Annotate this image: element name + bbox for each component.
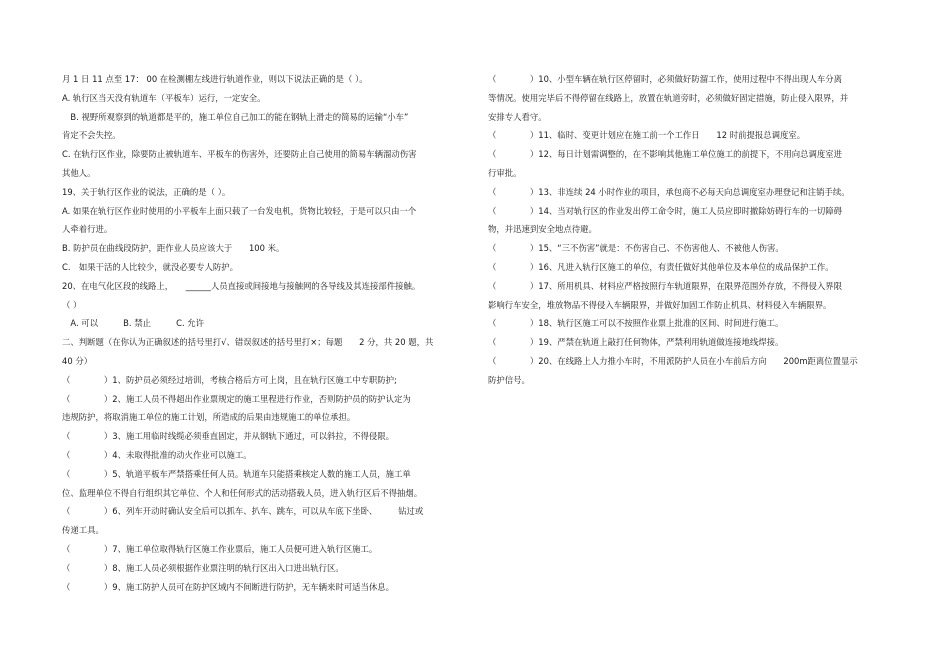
judge-item-15: （ ）15、“三不伤害”就是：不伤害自己、不伤害他人、不被他人伤害。 xyxy=(488,243,784,254)
question-20-answer-paren: （ ） xyxy=(62,299,82,310)
judge-item-6-cont: 传递工具。 xyxy=(62,525,104,536)
question-18-option-b: B. 视野所观察到的轨道都是平的，施工单位自己加工的能在钢轨上滑走的简易的运输“小车” xyxy=(62,111,409,122)
judge-item-13: （ ）13、非连续 24 小时作业的项目，承包商不必每天向总调度室办理登记和注销手续。 xyxy=(488,186,850,197)
judge-item-9: （ ）9、施工防护人员可在防护区域内不间断进行防护，无车辆来时可适当休息。 xyxy=(62,581,394,592)
question-18-stem-tail: 月 1 日 11 点至 17： 00 在检测棚左线进行轨道作业，则以下说法正确的是（ ）。 xyxy=(62,74,368,84)
left-column xyxy=(62,70,467,596)
judge-item-1: （ ）1、防护员必须经过培训，考核合格后方可上岗，且在轨行区施工中专职防护; xyxy=(62,374,397,385)
judge-item-10-cont-2: 安排专人看守。 xyxy=(488,111,547,122)
judge-item-3: （ ）3、施工用临时线缆必须垂直固定，并从钢轨下通过，可以斜拉，不得侵限。 xyxy=(62,431,394,442)
judge-item-16: （ ）16、凡进入轨行区施工的单位，有责任做好其他单位及本单位的成品保护工作。 xyxy=(488,261,834,272)
judge-item-12: （ ）12、每日计划需调整的，在不影响其他施工单位施工的前提下，不用向总调度室进 xyxy=(488,149,843,160)
judge-item-19: （ ）19、严禁在轨道上敲打任何物体，严禁利用轨道做连接地线焊接。 xyxy=(488,337,784,348)
question-18-option-a: A. 轨行区当天没有轨道车（平板车）运行，一定安全。 xyxy=(62,92,266,103)
question-19-option-a: A. 如果在轨行区作业时使用的小平板车上面只载了一台发电机，货物比较轻，于是可以只由一个 xyxy=(62,205,417,216)
judge-item-12-cont: 行审批。 xyxy=(488,167,522,178)
judge-item-18: （ ）18、轨行区施工可以不按照作业票上批准的区间、时间进行施工。 xyxy=(488,318,784,329)
judge-item-14: （ ）14、当对轨行区的作业发出停工命令时，施工人员应即时撤除妨碍行车的一切障碍 xyxy=(488,205,843,216)
section-2-heading-cont: 40 分） xyxy=(62,355,93,366)
question-18-option-c: C. 在轨行区作业，除要防止被轨道车、平板车的伤害外，还要防止自己使用的简易车辆溜动伤害 xyxy=(62,149,417,160)
question-18-option-c-cont: 其他人。 xyxy=(62,167,96,178)
judge-item-5: （ ）5、轨道平板车严禁搭乘任何人员。轨道车只能搭乘核定人数的施工人员，施工单 xyxy=(62,468,411,479)
question-19-option-c: C. 如果干活的人比较少，就没必要专人防护。 xyxy=(62,261,239,272)
right-column xyxy=(488,70,893,390)
judge-item-5-cont: 位、监理单位不得自行组织其它单位、个人和任何形式的活动搭载人员，进入轨行区后不得抽烟。 xyxy=(62,487,423,498)
judge-item-8: （ ）8、施工人员必须根据作业票注明的轨行区出入口进出轨行区。 xyxy=(62,562,344,573)
judge-item-14-cont: 物，并迅速到安全地点待避。 xyxy=(488,224,597,235)
judge-item-20-cont: 防护信号。 xyxy=(488,374,530,385)
question-20-options: A. 可以 B. 禁止 C. 允许 xyxy=(62,318,205,329)
question-19-option-a-cont: 人牵着行进。 xyxy=(62,224,113,235)
judge-item-11: （ ）11、临时、变更计划应在施工前一个工作日 12 时前提报总调度室。 xyxy=(488,130,806,141)
section-2-heading: 二、判断题（在你认为正确叙述的括号里打√、错误叙述的括号里打×；每题 2 分，共 20 题，共 xyxy=(62,337,434,348)
judge-item-2: （ ）2、施工人员不得超出作业票规定的施工里程进行作业，否则防护员的防护认定为 xyxy=(62,393,411,404)
judge-item-10: （ ）10、小型车辆在轨行区停留时，必须做好防溜工作，使用过程中不得出现人车分离 xyxy=(488,74,843,84)
judge-item-10-cont-1: 等情况。使用完毕后不得停留在线路上，放置在轨道旁时，必须做好固定措施，防止侵入限界，并 xyxy=(488,92,849,103)
judge-item-20: （ ）20、在线路上人力推小车时，不用派防护人员在小车前后方向 200m距离位置显示 xyxy=(488,355,858,366)
judge-item-4: （ ）4、未取得批准的动火作业可以施工。 xyxy=(62,449,252,460)
question-20-stem: 20、在电气化区段的线路上， ______人员直接或间接地与接触网的各导线及其连接部件接触。 xyxy=(62,280,421,291)
judge-item-17-cont: 影响行车安全，堆放物品不得侵入车辆限界，并做好加固工作防止机具、材料侵入车辆限界。 xyxy=(488,299,832,310)
judge-item-6: （ ）6、列车开动时确认安全后可以抓车、扒车、跳车，可以从车底下坐卧、 钻过或 xyxy=(62,506,424,517)
question-19-option-b: B. 防护员在曲线段防护，距作业人员应该大于 100 米。 xyxy=(62,243,285,254)
question-19-stem: 19、关于轨行区作业的说法，正确的是（ ）。 xyxy=(62,186,231,197)
question-18-option-b-cont: 肯定不会失控。 xyxy=(62,130,121,141)
judge-item-2-cont: 违规防护，将取消施工单位的施工计划，所造成的后果由违规施工的单位承担。 xyxy=(62,412,356,423)
judge-item-17: （ ）17、所用机具、材料应严格按照行车轨道限界，在限界范围外存放，不得侵入界限 xyxy=(488,280,843,291)
judge-item-7: （ ）7、施工单位取得轨行区施工作业票后，施工人员便可进入轨行区施工。 xyxy=(62,543,378,554)
